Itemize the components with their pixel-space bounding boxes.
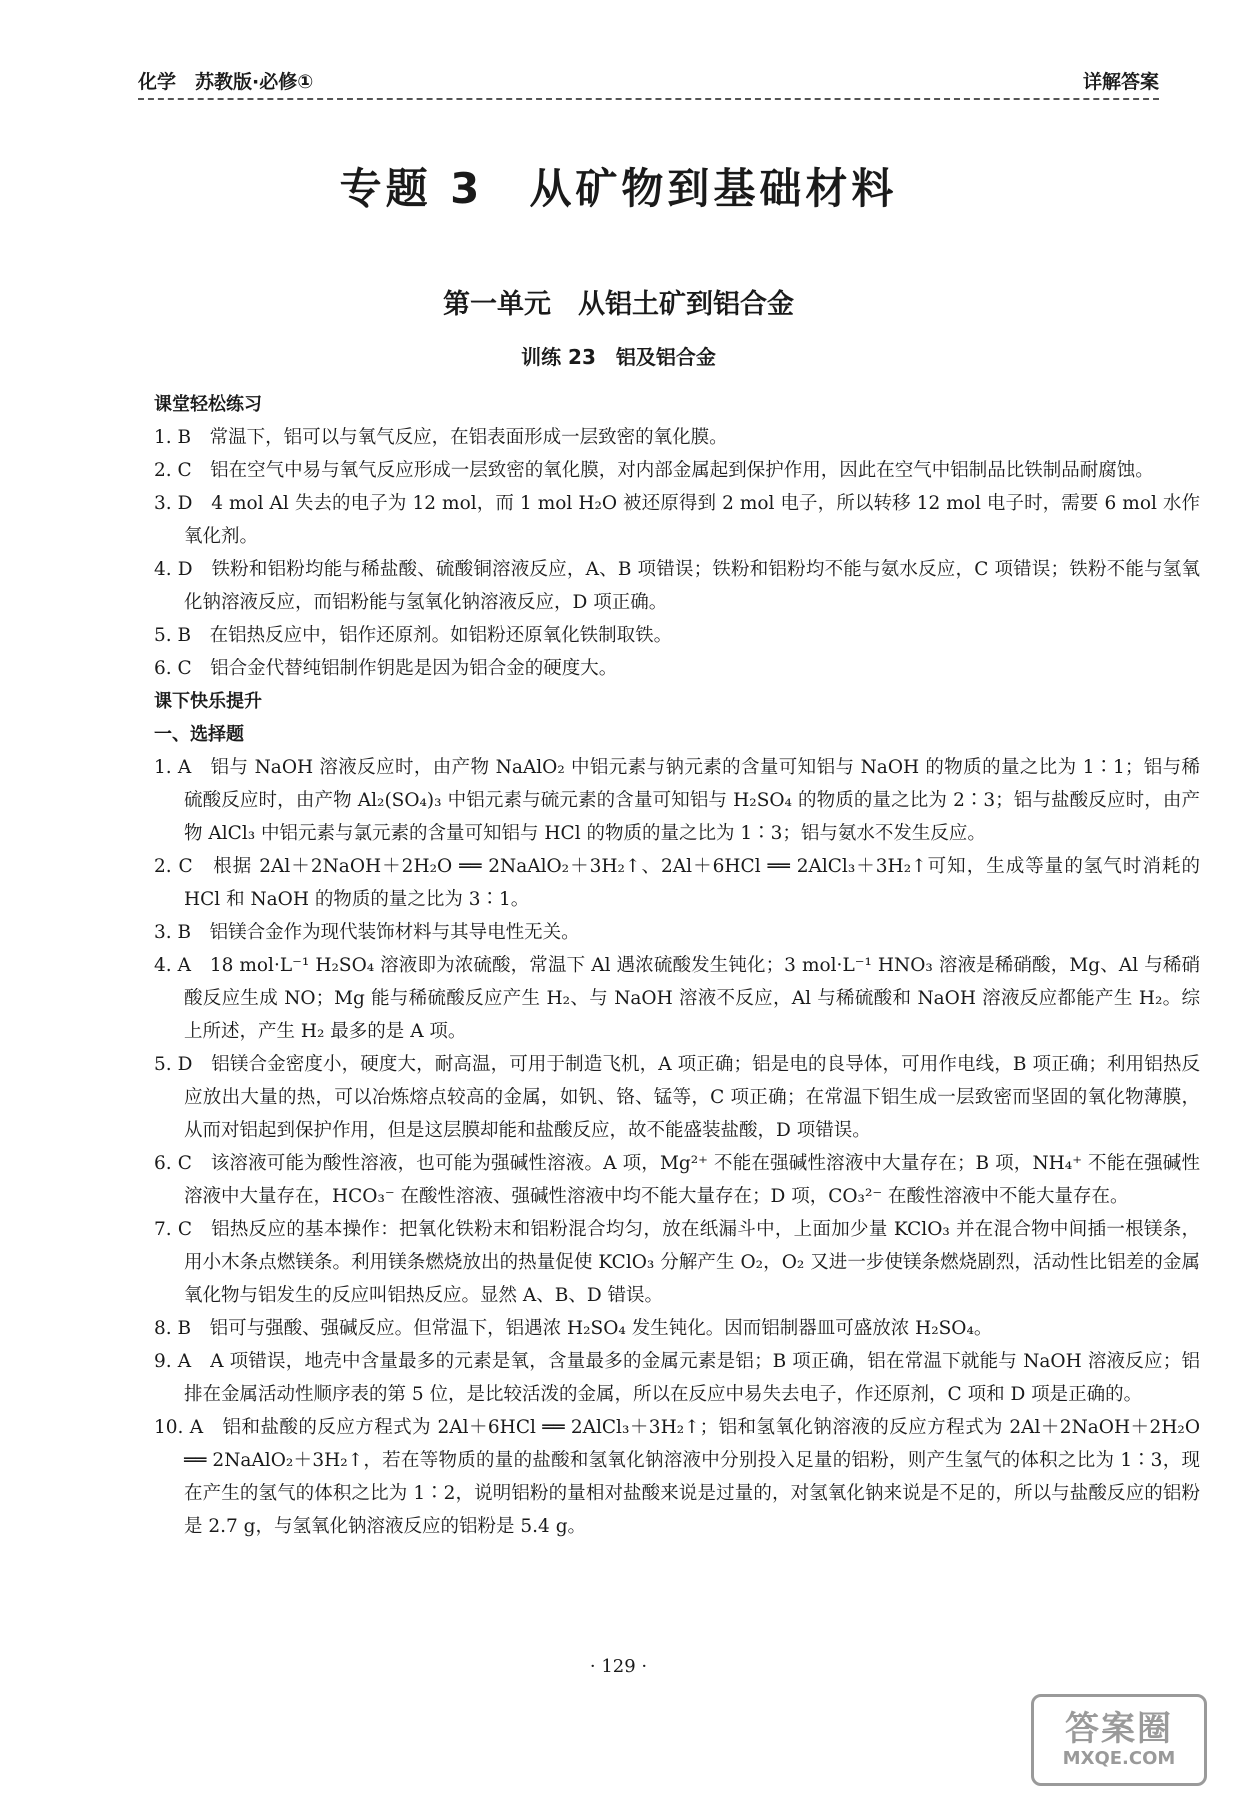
answer-body [154, 388, 1200, 1543]
answer-item: 9. A A 项错误，地壳中含量最多的元素是氧，含量最多的金属元素是铝；B 项正确，铝在常温下就能与 NaOH 溶液反应；铝排在金属活动性顺序表的第 5 位，是比较活泼的金属，所以在反应中易失去电子，作还原剂，C 项和 D 项是正确的。 [154, 1351, 1200, 1405]
header-right: 详解答案 [1082, 71, 1159, 93]
answer-item: 6. C 该溶液可能为酸性溶液，也可能为强碱性溶液。A 项，Mg²⁺ 不能在强碱性溶液中大量存在；B 项，NH₄⁺ 不能在强碱性溶液中大量存在，HCO₃⁻ 在酸性溶液、强碱性溶液中均不能大量存在；D 项，CO₃²⁻ 在酸性溶液中不能大量存在。 [154, 1153, 1200, 1207]
section-heading: 课下快乐提升 [154, 691, 262, 712]
chapter-title: 专题 3 从矿物到基础材料 [339, 164, 898, 213]
answer-item: 3. D 4 mol Al 失去的电子为 12 mol，而 1 mol H₂O 被还原得到 2 mol 电子，所以转移 12 mol 电子时，需要 6 mol 水作氧化剂。 [154, 493, 1200, 547]
answer-item: 7. C 铝热反应的基本操作：把氧化铁粉末和铝粉混合均匀，放在纸漏斗中，上面加少量 KClO₃ 并在混合物中间插一根镁条，用小木条点燃镁条。利用镁条燃烧放出的热量促使 KClO₃ 分解产生 O₂，O₂ 又进一步使镁条燃烧剧烈，活动性比铝差的金属氧化物与铝发生的反应叫铝热反应。显然 A、B、D 错误。 [154, 1219, 1200, 1306]
answer-item: 1. A 铝与 NaOH 溶液反应时，由产物 NaAlO₂ 中铝元素与钠元素的含量可知铝与 NaOH 的物质的量之比为 1∶1；铝与稀硫酸反应时，由产物 Al₂(SO₄)₃ 中铝元素与硫元素的含量可知铝与 H₂SO₄ 的物质的量之比为 2∶3；铝与盐酸反应时，由产物 AlCl₃ 中铝元素与氯元素的含量可知铝与 HCl 的物质的量之比为 1∶3；铝与氨水不发生反应。 [154, 757, 1200, 844]
answer-item: 3. B 铝镁合金作为现代装饰材料与其导电性无关。 [154, 922, 580, 943]
answer-item: 6. C 铝合金代替纯铝制作钥匙是因为铝合金的硬度大。 [154, 658, 618, 679]
section-heading: 课堂轻松练习 [154, 394, 262, 415]
answer-item: 5. B 在铝热反应中，铝作还原剂。如铝粉还原氧化铁制取铁。 [154, 625, 673, 646]
answer-item: 4. D 铁粉和铝粉均能与稀盐酸、硫酸铜溶液反应，A、B 项错误；铁粉和铝粉均不能与氨水反应，C 项错误；铁粉不能与氢氧化钠溶液反应，而铝粉能与氢氧化钠溶液反应，D 项正确。 [154, 559, 1200, 613]
answer-item: 1. B 常温下，铝可以与氧气反应，在铝表面形成一层致密的氧化膜。 [154, 427, 728, 448]
answer-item: 2. C 根据 2Al＋2NaOH＋2H₂O ══ 2NaAlO₂＋3H₂↑、2Al＋6HCl ══ 2AlCl₃＋3H₂↑可知，生成等量的氢气时消耗的 HCl 和 NaOH 的物质的量之比为 3∶1。 [154, 856, 1200, 910]
header-divider [138, 98, 1159, 100]
answer-item: 2. C 铝在空气中易与氧气反应形成一层致密的氧化膜，对内部金属起到保护作用，因此在空气中铝制品比铁制品耐腐蚀。 [154, 460, 1154, 481]
page-header [138, 58, 1159, 94]
answer-item: 8. B 铝可与强酸、强碱反应。但常温下，铝遇浓 H₂SO₄ 发生钝化。因而铝制器皿可盛放浓 H₂SO₄。 [154, 1318, 993, 1339]
answer-item: 4. A 18 mol·L⁻¹ H₂SO₄ 溶液即为浓硫酸，常温下 Al 遇浓硫酸发生钝化；3 mol·L⁻¹ HNO₃ 溶液是稀硝酸，Mg、Al 与稀硝酸反应生成 NO；Mg 能与稀硫酸反应产生 H₂、与 NaOH 溶液不反应，Al 与稀硫酸和 NaOH 溶液反应都能产生 H₂。综上所述，产生 H₂ 最多的是 A 项。 [154, 955, 1200, 1042]
answer-item: 5. D 铝镁合金密度小，硬度大，耐高温，可用于制造飞机，A 项正确；铝是电的良导体，可用作电线，B 项正确；利用铝热反应放出大量的热，可以冶炼熔点较高的金属，如钒、铬、锰等，C 项正确；在常温下铝生成一层致密而坚固的氧化物薄膜，从而对铝起到保护作用，但是这层膜却能和盐酸反应，故不能盛装盐酸，D 项错误。 [154, 1054, 1200, 1141]
training-title: 训练 23 铝及铝合金 [521, 345, 716, 369]
subsection-heading: 一、选择题 [154, 724, 244, 745]
header-left: 化学 苏教版·必修① [138, 71, 314, 93]
page-number: · 129 · [589, 1656, 648, 1677]
unit-title: 第一单元 从铝土矿到铝合金 [443, 289, 794, 320]
answer-item: 10. A 铝和盐酸的反应方程式为 2Al＋6HCl ══ 2AlCl₃＋3H₂↑；铝和氢氧化钠溶液的反应方程式为 2Al＋2NaOH＋2H₂O ══ 2NaAlO₂＋3H₂↑，若在等物质的量的盐酸和氢氧化钠溶液中分别投入足量的铝粉，则产生氢气的体积之比为 1∶3，现在产生的氢气的体积之比为 1∶2，说明铝粉的量相对盐酸来说是过量的，对氢氧化钠来说是不足的，所以与盐酸反应的铝粉是 2.7 g，与氢氧化钠溶液反应的铝粉是 5.4 g。 [154, 1417, 1200, 1537]
watermark-top: 答案圈 [1065, 1709, 1173, 1749]
watermark-bottom: MXQE.COM [1062, 1748, 1176, 1769]
watermark-logo [1031, 1694, 1207, 1786]
